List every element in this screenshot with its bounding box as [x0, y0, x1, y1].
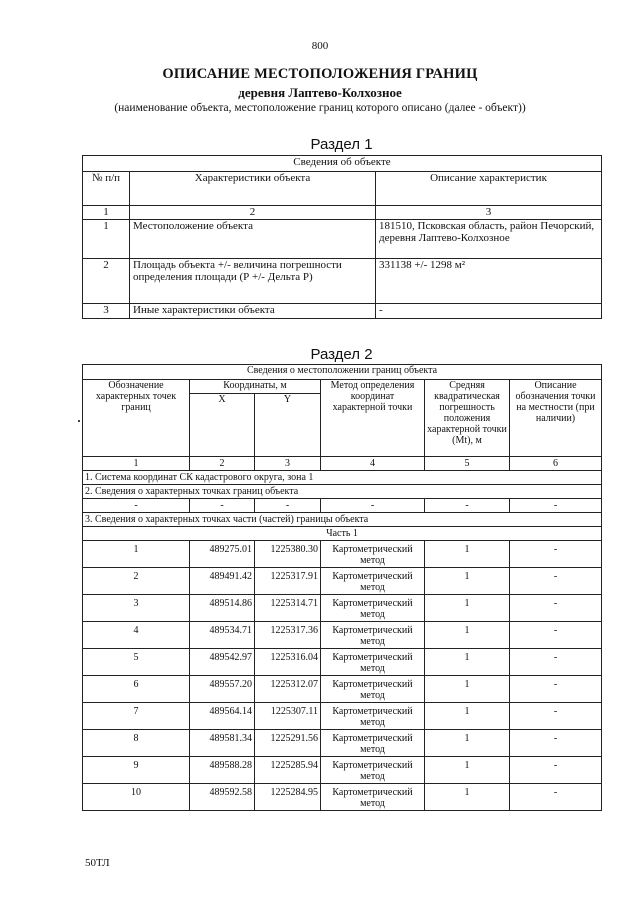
mean-error: 1 [425, 676, 510, 703]
coord-x: 489588.28 [190, 757, 255, 784]
point-number: 8 [83, 730, 190, 757]
mean-error: 1 [425, 541, 510, 568]
mean-error: 1 [425, 730, 510, 757]
mean-error: 1 [425, 568, 510, 595]
mean-error: 1 [425, 649, 510, 676]
table-row [83, 595, 602, 622]
coord-y: 1225316.04 [255, 649, 321, 676]
point-description: - [510, 595, 602, 622]
empty-cell: - [255, 499, 321, 513]
header-point-description: Описание обозначения точки на местности (при наличии) [510, 380, 602, 457]
coord-x: 489491.42 [190, 568, 255, 595]
index-cell: 4 [321, 457, 425, 471]
coord-y: 1225317.91 [255, 568, 321, 595]
coord-x: 489534.71 [190, 622, 255, 649]
point-description: - [510, 730, 602, 757]
coord-x: 489564.14 [190, 703, 255, 730]
index-cell: 3 [376, 206, 602, 220]
method: Картометрический метод [321, 703, 425, 730]
mean-error: 1 [425, 757, 510, 784]
point-number: 9 [83, 757, 190, 784]
row-num: 1 [83, 220, 130, 259]
method: Картометрический метод [321, 676, 425, 703]
coord-x: 489557.20 [190, 676, 255, 703]
row-characteristic: Местоположение объекта [130, 220, 376, 259]
point-number: 7 [83, 703, 190, 730]
point-description: - [510, 757, 602, 784]
row-characteristic: Площадь объекта +/- величина погрешности определения площади (Р +/- Дельта Р) [130, 259, 376, 304]
header-coordinates: Координаты, м [190, 380, 321, 394]
point-number: 1 [83, 541, 190, 568]
header-method: Метод определения координат характерной точки [321, 380, 425, 457]
coord-x: 489581.34 [190, 730, 255, 757]
mean-error: 1 [425, 595, 510, 622]
mean-error: 1 [425, 784, 510, 811]
point-number: 5 [83, 649, 190, 676]
empty-cell: - [510, 499, 602, 513]
empty-cell: - [83, 499, 190, 513]
mean-error: 1 [425, 622, 510, 649]
point-description: - [510, 622, 602, 649]
part-label: Часть 1 [83, 527, 602, 541]
index-cell: 1 [83, 457, 190, 471]
document-note: (наименование объекта, местоположение границ которого описано (далее - объект)) [114, 102, 526, 114]
coord-x: 489275.01 [190, 541, 255, 568]
table-row [83, 784, 602, 811]
header-point: Обозначение характерных точек границ [83, 380, 190, 457]
empty-cell: - [190, 499, 255, 513]
index-cell: 6 [510, 457, 602, 471]
header-x: X [190, 394, 255, 457]
index-cell: 1 [83, 206, 130, 220]
method: Картометрический метод [321, 568, 425, 595]
section2-caption: Сведения о местоположении границ объекта [83, 365, 602, 380]
coord-y: 1225312.07 [255, 676, 321, 703]
header-description: Описание характеристик [376, 172, 602, 206]
table-row [83, 541, 602, 568]
table-row [83, 757, 602, 784]
object-points-row: 2. Сведения о характерных точках границ объекта [83, 485, 602, 499]
coord-y: 1225285.94 [255, 757, 321, 784]
row-num: 2 [83, 259, 130, 304]
coordinate-system-row: 1. Система координат СК кадастрового округа, зона 1 [83, 471, 602, 485]
method: Картометрический метод [321, 595, 425, 622]
table-row [83, 622, 602, 649]
coord-x: 489514.86 [190, 595, 255, 622]
coord-y: 1225284.95 [255, 784, 321, 811]
page-number: 800 [311, 40, 329, 52]
coord-y: 1225291.56 [255, 730, 321, 757]
section1-title: Раздел 1 [310, 136, 373, 153]
point-number: 3 [83, 595, 190, 622]
row-num: 3 [83, 304, 130, 319]
header-num: № п/п [83, 172, 130, 206]
coord-x: 489542.97 [190, 649, 255, 676]
point-description: - [510, 568, 602, 595]
point-number: 6 [83, 676, 190, 703]
header-characteristic: Характеристики объекта [130, 172, 376, 206]
row-characteristic: Иные характеристики объекта [130, 304, 376, 319]
method: Картометрический метод [321, 784, 425, 811]
table-row [83, 259, 602, 304]
index-cell: 3 [255, 457, 321, 471]
index-cell: 2 [130, 206, 376, 220]
boundary-points-table [82, 364, 602, 811]
point-number: 2 [83, 568, 190, 595]
table-row [83, 568, 602, 595]
document-title: ОПИСАНИЕ МЕСТОПОЛОЖЕНИЯ ГРАНИЦ [162, 66, 478, 82]
method: Картометрический метод [321, 757, 425, 784]
point-description: - [510, 649, 602, 676]
table-row [83, 649, 602, 676]
table-row [83, 730, 602, 757]
empty-cell: - [321, 499, 425, 513]
point-description: - [510, 703, 602, 730]
table-row [83, 304, 602, 319]
point-number: 10 [83, 784, 190, 811]
point-description: - [510, 676, 602, 703]
row-description: - [376, 304, 602, 319]
method: Картометрический метод [321, 541, 425, 568]
coord-y: 1225380.30 [255, 541, 321, 568]
index-cell: 5 [425, 457, 510, 471]
footer-code: 50ТЛ [85, 857, 110, 869]
point-description: - [510, 541, 602, 568]
coord-x: 489592.58 [190, 784, 255, 811]
method: Картометрический метод [321, 730, 425, 757]
point-description: - [510, 784, 602, 811]
part-points-row: 3. Сведения о характерных точках части (частей) границы объекта [83, 513, 602, 527]
table-row [83, 676, 602, 703]
index-cell: 2 [190, 457, 255, 471]
method: Картометрический метод [321, 622, 425, 649]
point-number: 4 [83, 622, 190, 649]
object-info-table [82, 155, 602, 319]
document-subtitle: деревня Лаптево-Колхозное [238, 85, 402, 100]
coord-y: 1225307.11 [255, 703, 321, 730]
table-row [83, 220, 602, 259]
method: Картометрический метод [321, 649, 425, 676]
empty-cell: - [425, 499, 510, 513]
row-description: 331138 +/- 1298 м² [376, 259, 602, 304]
section2-title: Раздел 2 [310, 346, 373, 363]
header-y: Y [255, 394, 321, 457]
row-description: 181510, Псковская область, район Печорский, деревня Лаптево-Колхозное [376, 220, 602, 259]
header-error: Средняя квадратическая погрешность положения характерной точки (Mt), м [425, 380, 510, 457]
scan-mark [78, 420, 80, 422]
mean-error: 1 [425, 703, 510, 730]
section1-caption: Сведения об объекте [83, 156, 602, 172]
coord-y: 1225317.36 [255, 622, 321, 649]
table-row [83, 703, 602, 730]
coord-y: 1225314.71 [255, 595, 321, 622]
